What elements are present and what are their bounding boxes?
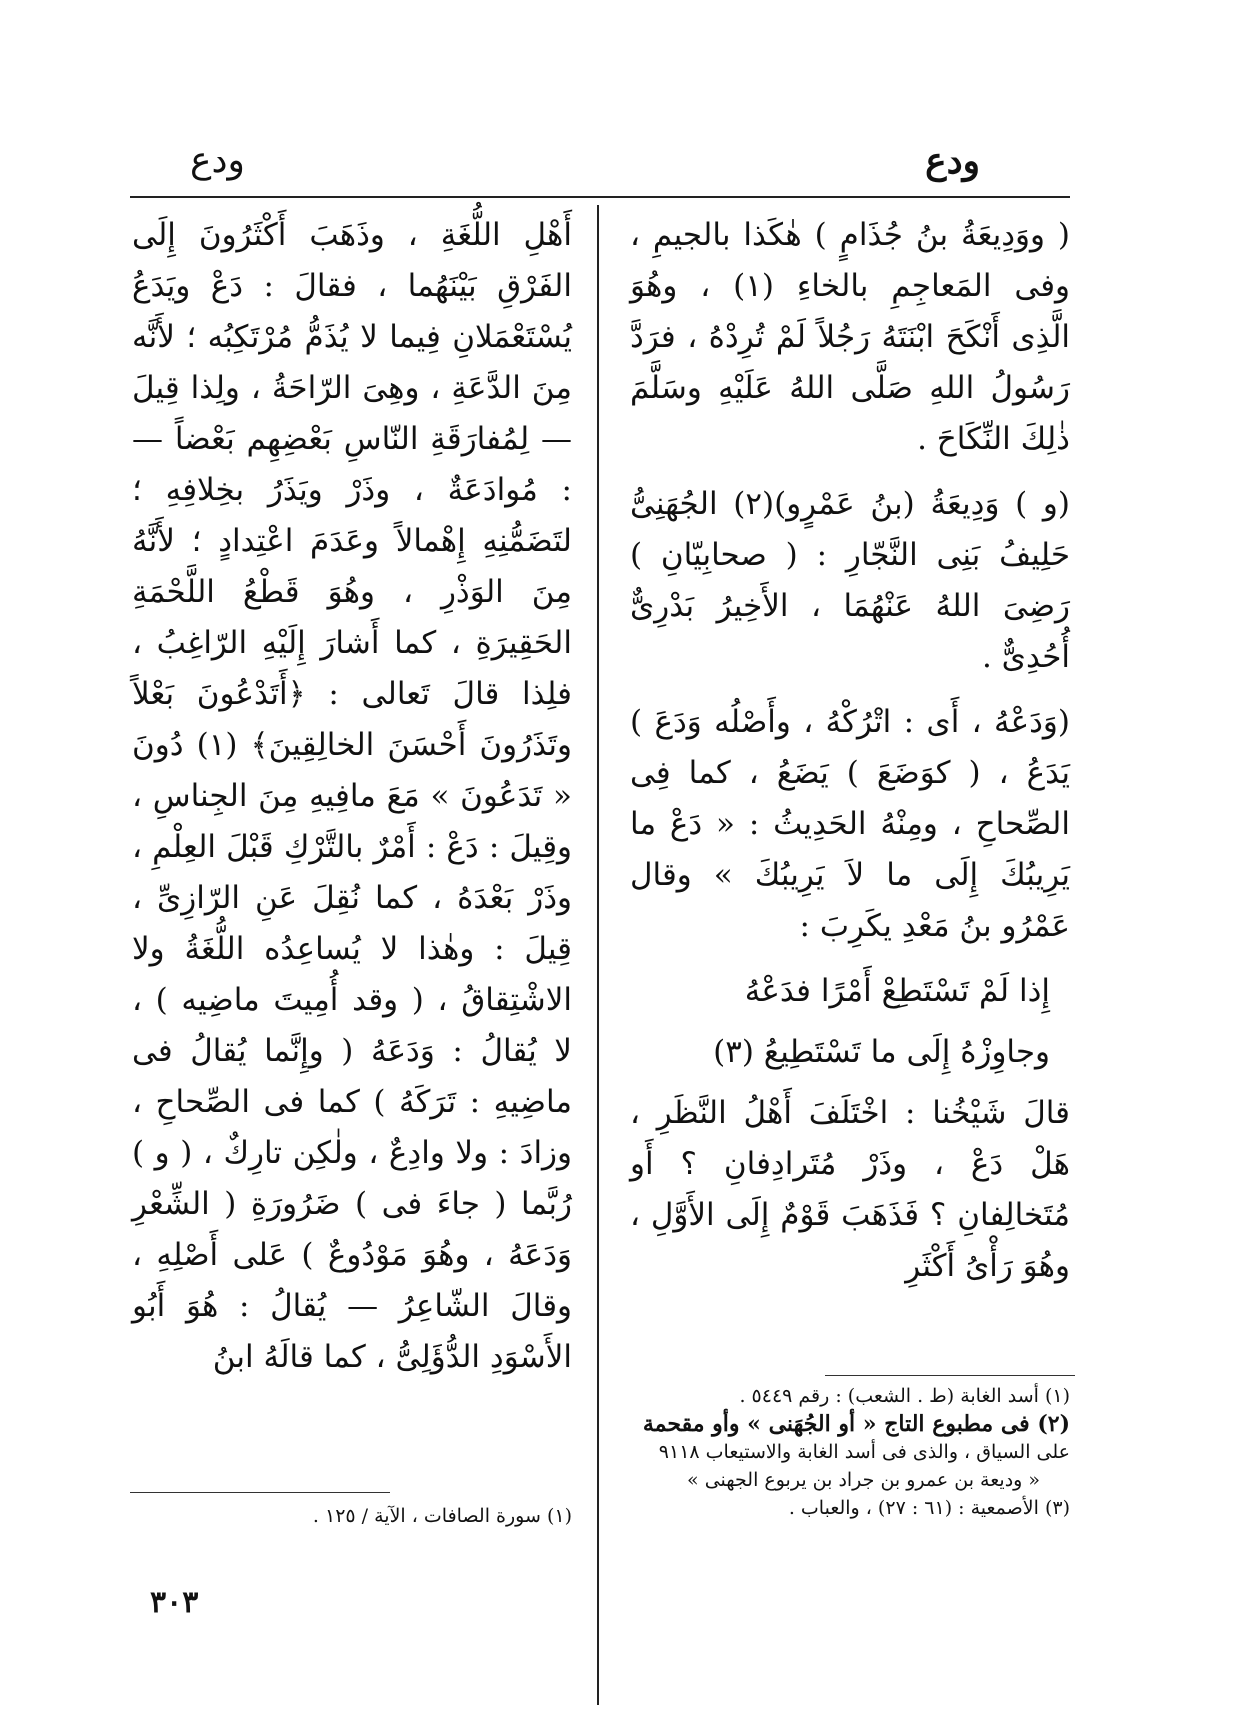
footnote-continuation: « وديعة بن عمرو بن جراد بن يربوع الجهنى » [687, 1469, 1040, 1491]
footnote-continuation: على السياق ، والذى فى أسد الغابة والاستيعاب ٩١١٨ [658, 1441, 1070, 1463]
header-root-word-left: ودع [190, 140, 245, 181]
right-column [630, 210, 1070, 1306]
footnote: (١) أسد الغابة (ط . الشعب) : رقم ٥٤٤٩ . [739, 1385, 1070, 1407]
verse-line: إِذا لَمْ تَسْتَطِعْ أَمْرًا فدَعْهُ [744, 973, 1050, 1009]
footnote: (٣) الأصمعية : (٦١ : ٢٧) ، والعباب . [788, 1497, 1070, 1519]
header-rule [130, 196, 1070, 198]
entry-paragraph: (و ) وَدِيعَةُ (بنُ عَمْرٍو)(٢) الجُهَنِىُّ حَلِيفُ بَنِى النَّجّارِ : ( صحابِيّانِ ) رَضِىَ اللهُ عَنْهُمَا ، الأَخِيرُ بَدْرِىٌّ أُحُدِىٌّ . [630, 486, 1070, 675]
footnote: (٢) فى مطبوع التاج « أو الجُهَنى » وأو مقحمة [642, 1411, 1070, 1437]
entry-paragraph: ( ووَدِيعَةُ بنُ جُذَامٍ ) هٰكَذا بالجيمِ ، وفى المَعاجِمِ بالخاءِ (١) ، وهُوَ الَّذِى أَنْكَحَ ابْنَتَهُ رَجُلاً لَمْ تُرِدْهُ ، فرَدَّ رَسُولُ اللهِ صَلَّى اللهُ عَلَيْهِ وسَلَّمَ ذٰلِكَ النِّكَاحَ . [630, 217, 1070, 457]
entry-paragraph: (وَدَعْهُ ، أَى : اتْرُكْهُ ، وأَصْلُه وَدَعَ ) يَدَعُ ، ( كوَضَعَ ) يَضَعُ ، كما فِى الصِّحاحِ ، ومِنْهُ الحَدِيثُ : « دَعْ ما يَرِيبُكَ إِلَى ما لاَ يَرِيبُكَ » وقال عَمْرُو بنُ مَعْدِ يكَرِبَ : [630, 704, 1070, 944]
footnote: (١) سورة الصافات ، الآية / ١٢٥ . [312, 1505, 572, 1527]
entry-paragraph: أَهْلِ اللُّغَةِ ، وذَهَبَ أَكْثَرُونَ إِلَى الفَرْقِ بَيْنَهُما ، فقالَ : دَعْ ويَدَعُ يُسْتَعْمَلانِ فِيما لا يُذَمُّ مُرْتَكِبُه ؛ لأَنَّه مِنَ الدَّعَةِ ، وهِىَ الرّاحَةُ ، ولِذا قِيلَ — لِمُفارَقَةِ النّاسِ بَعْضِهِم بَعْضاً — : مُوادَعَةٌ ، وذَرْ ويَذَرُ بخِلافِهِ ؛ لتَضَمُّنِهِ إِهْمالاً وعَدَمَ اعْتِدادٍ ؛ لأَنَّهُ مِنَ الوَذْرِ ، وهُوَ قَطْعُ اللَّحْمَةِ الحَقِيرَةِ ، كما أَشارَ إِلَيْهِ الرّاغِبُ ، فلِذا قالَ تَعالى : ﴿أَتَدْعُونَ بَعْلاً وتَذَرُونَ أَحْسَنَ الخالِقِينَ﴾ (١) دُونَ « تَدَعُونَ » مَعَ مافِيهِ مِنَ الجِناسِ ، وقِيلَ : دَعْ : أَمْرٌ بالتَّرْكِ قَبْلَ العِلْمِ ، وذَرْ بَعْدَهُ ، كما نُقِلَ عَنِ الرّازِىِّ ، قِيلَ : وهٰذا لا يُساعِدُه اللُّغَةُ ولا الاشْتِقاقُ ، ( وقد أُمِيتَ ماضِيه ) ، لا يُقالُ : وَدَعَهُ ( وإِنَّما يُقالُ فى ماضِيهِ : تَرَكَهُ ) كما فى الصِّحاحِ ، وزادَ : ولا وادِعٌ ، ولٰكِن تارِكٌ ، ( و ) رُبَّما ( جاءَ فى ) ضَرُورَةِ ( الشِّعْرِ وَدَعَهُ ، وهُوَ مَوْدُوعٌ ) عَلى أَصْلِهِ ، وقالَ الشّاعِرُ — يُقالُ : هُوَ أَبُو الأَسْوَدِ الدُّؤَلِىُّ ، كما قالَهُ ابنُ [132, 217, 572, 1375]
page-number: ٣٠٣ [150, 1585, 199, 1620]
header-root-word-right: ودع [925, 140, 980, 182]
column-divider [597, 205, 599, 1705]
footnote-rule-left [130, 1492, 390, 1493]
footnote-rule-right [825, 1375, 1075, 1376]
verse-line: وجاوِزْهُ إِلَى ما تَسْتَطِيعُ (٣) [713, 1034, 1050, 1070]
footnotes-left [132, 1502, 572, 1530]
footnotes-right [630, 1382, 1070, 1522]
left-column [132, 210, 572, 1397]
entry-paragraph: قالَ شَيْخُنا : اخْتَلَفَ أَهْلُ النَّظَرِ ، هَلْ دَعْ ، وذَرْ مُتَرادِفانِ ؟ أَو مُتَخالِفانِ ؟ فَذَهَبَ قَوْمٌ إِلَى الأَوَّلِ ، وهُوَ رَأْىُ أَكْثَرِ [630, 1095, 1070, 1284]
